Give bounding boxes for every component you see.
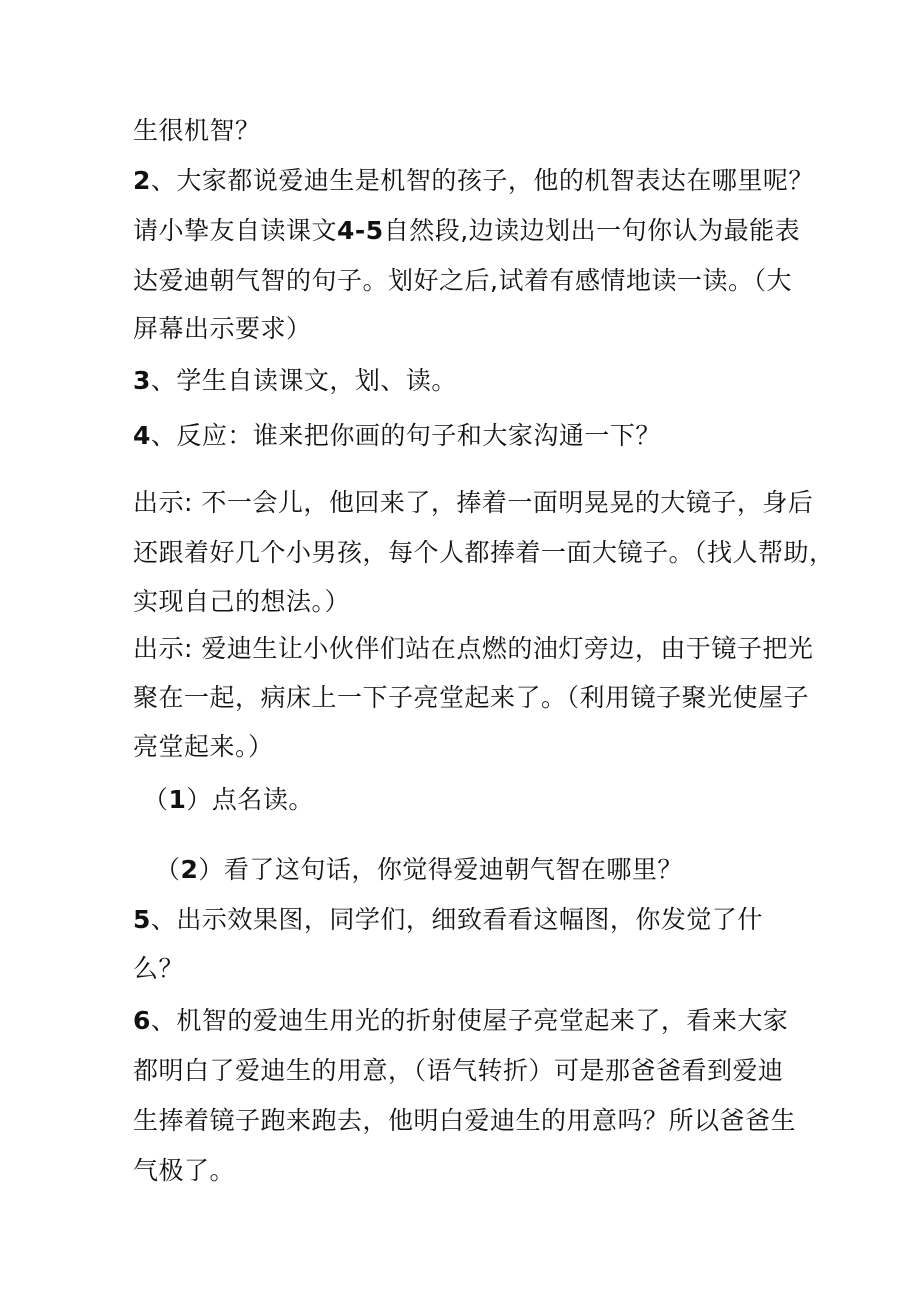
line-text: （: [155, 855, 181, 884]
sub-item-1: [143, 782, 314, 818]
line-text: 、出示效果图，同学们，细致看看这幅图，你发觉了什: [150, 905, 763, 934]
line-text: 、大家都说爱迪生是机智的孩子，他的机智表达在哪里呢？: [150, 166, 814, 195]
item-number: 4: [133, 421, 151, 450]
list-item-5: [133, 902, 763, 938]
text-line: [133, 213, 800, 249]
line-text: 屏幕出示要求）: [133, 314, 312, 343]
quote-line: [133, 680, 809, 716]
line-text: ）点名读。: [186, 785, 314, 814]
list-item-2: [133, 163, 814, 199]
line-text: 气极了。: [133, 1156, 236, 1185]
paragraph-range: 4-5: [337, 216, 384, 245]
line-text: 出示: 不一会儿，他回来了，捧着一面明晃晃的大镜子，身后: [133, 488, 814, 517]
text-line: [133, 263, 792, 299]
line-text: ）看了这句话，你觉得爱迪朝气智在哪里？: [198, 855, 683, 884]
line-text: 出示: 爱迪生让小伙伴们站在点燃的油灯旁边，由于镜子把光: [133, 634, 814, 663]
line-text: 么？: [133, 954, 185, 983]
line-text: （: [143, 785, 169, 814]
line-text: 请小挚友自读课文: [133, 216, 338, 245]
item-number: 3: [133, 366, 151, 395]
quote-line: [133, 584, 350, 620]
list-item-3: [133, 363, 457, 399]
line-text: 自然段,边读边划出一句你认为最能表: [383, 216, 801, 245]
sub-item-2: [155, 852, 683, 888]
line-text: 亮堂起来。）: [133, 732, 274, 761]
line-text: 、机智的爱迪生用光的折射使屋子亮堂起来了，看来大家: [150, 1006, 789, 1035]
line-text: 生很机智？: [133, 116, 261, 145]
text-line: [133, 1153, 235, 1189]
text-line: [133, 1053, 784, 1089]
item-number: 2: [133, 166, 151, 195]
line-text: 实现自己的想法。）: [133, 587, 351, 616]
line-text: 达爱迪朝气智的句子。划好之后,试着有感情地读一读。（大: [133, 266, 792, 295]
line-text: 还跟着好几个小男孩，每个人都捧着一面大镜子。（找人帮助，: [133, 538, 835, 567]
text-line: [133, 1103, 796, 1139]
item-number: 1: [168, 785, 187, 814]
quote-line: [133, 631, 813, 667]
quote-line: [133, 535, 835, 571]
line-text: 生捧着镜子跑来跑去，他明白爱迪生的用意吗？所以爸爸生: [133, 1106, 797, 1135]
item-number: 2: [180, 855, 199, 884]
quote-line: [133, 485, 813, 521]
item-number: 6: [133, 1006, 151, 1035]
text-line: [133, 951, 184, 987]
line-text: 、学生自读课文，划、读。: [150, 366, 457, 395]
line-text: 、反应：谁来把你画的句子和大家沟通一下？: [150, 421, 661, 450]
line-text: 聚在一起，病床上一下子亮堂起来了。（利用镜子聚光使屋子: [133, 683, 810, 712]
quote-line: [133, 729, 274, 765]
item-number: 5: [133, 905, 151, 934]
list-item-6: [133, 1003, 788, 1039]
list-item-4: [133, 418, 661, 454]
text-line: [133, 113, 261, 149]
text-line: [133, 311, 312, 347]
line-text: 都明白了爱迪生的用意，（语气转折）可是那爸爸看到爱迪: [133, 1056, 784, 1085]
